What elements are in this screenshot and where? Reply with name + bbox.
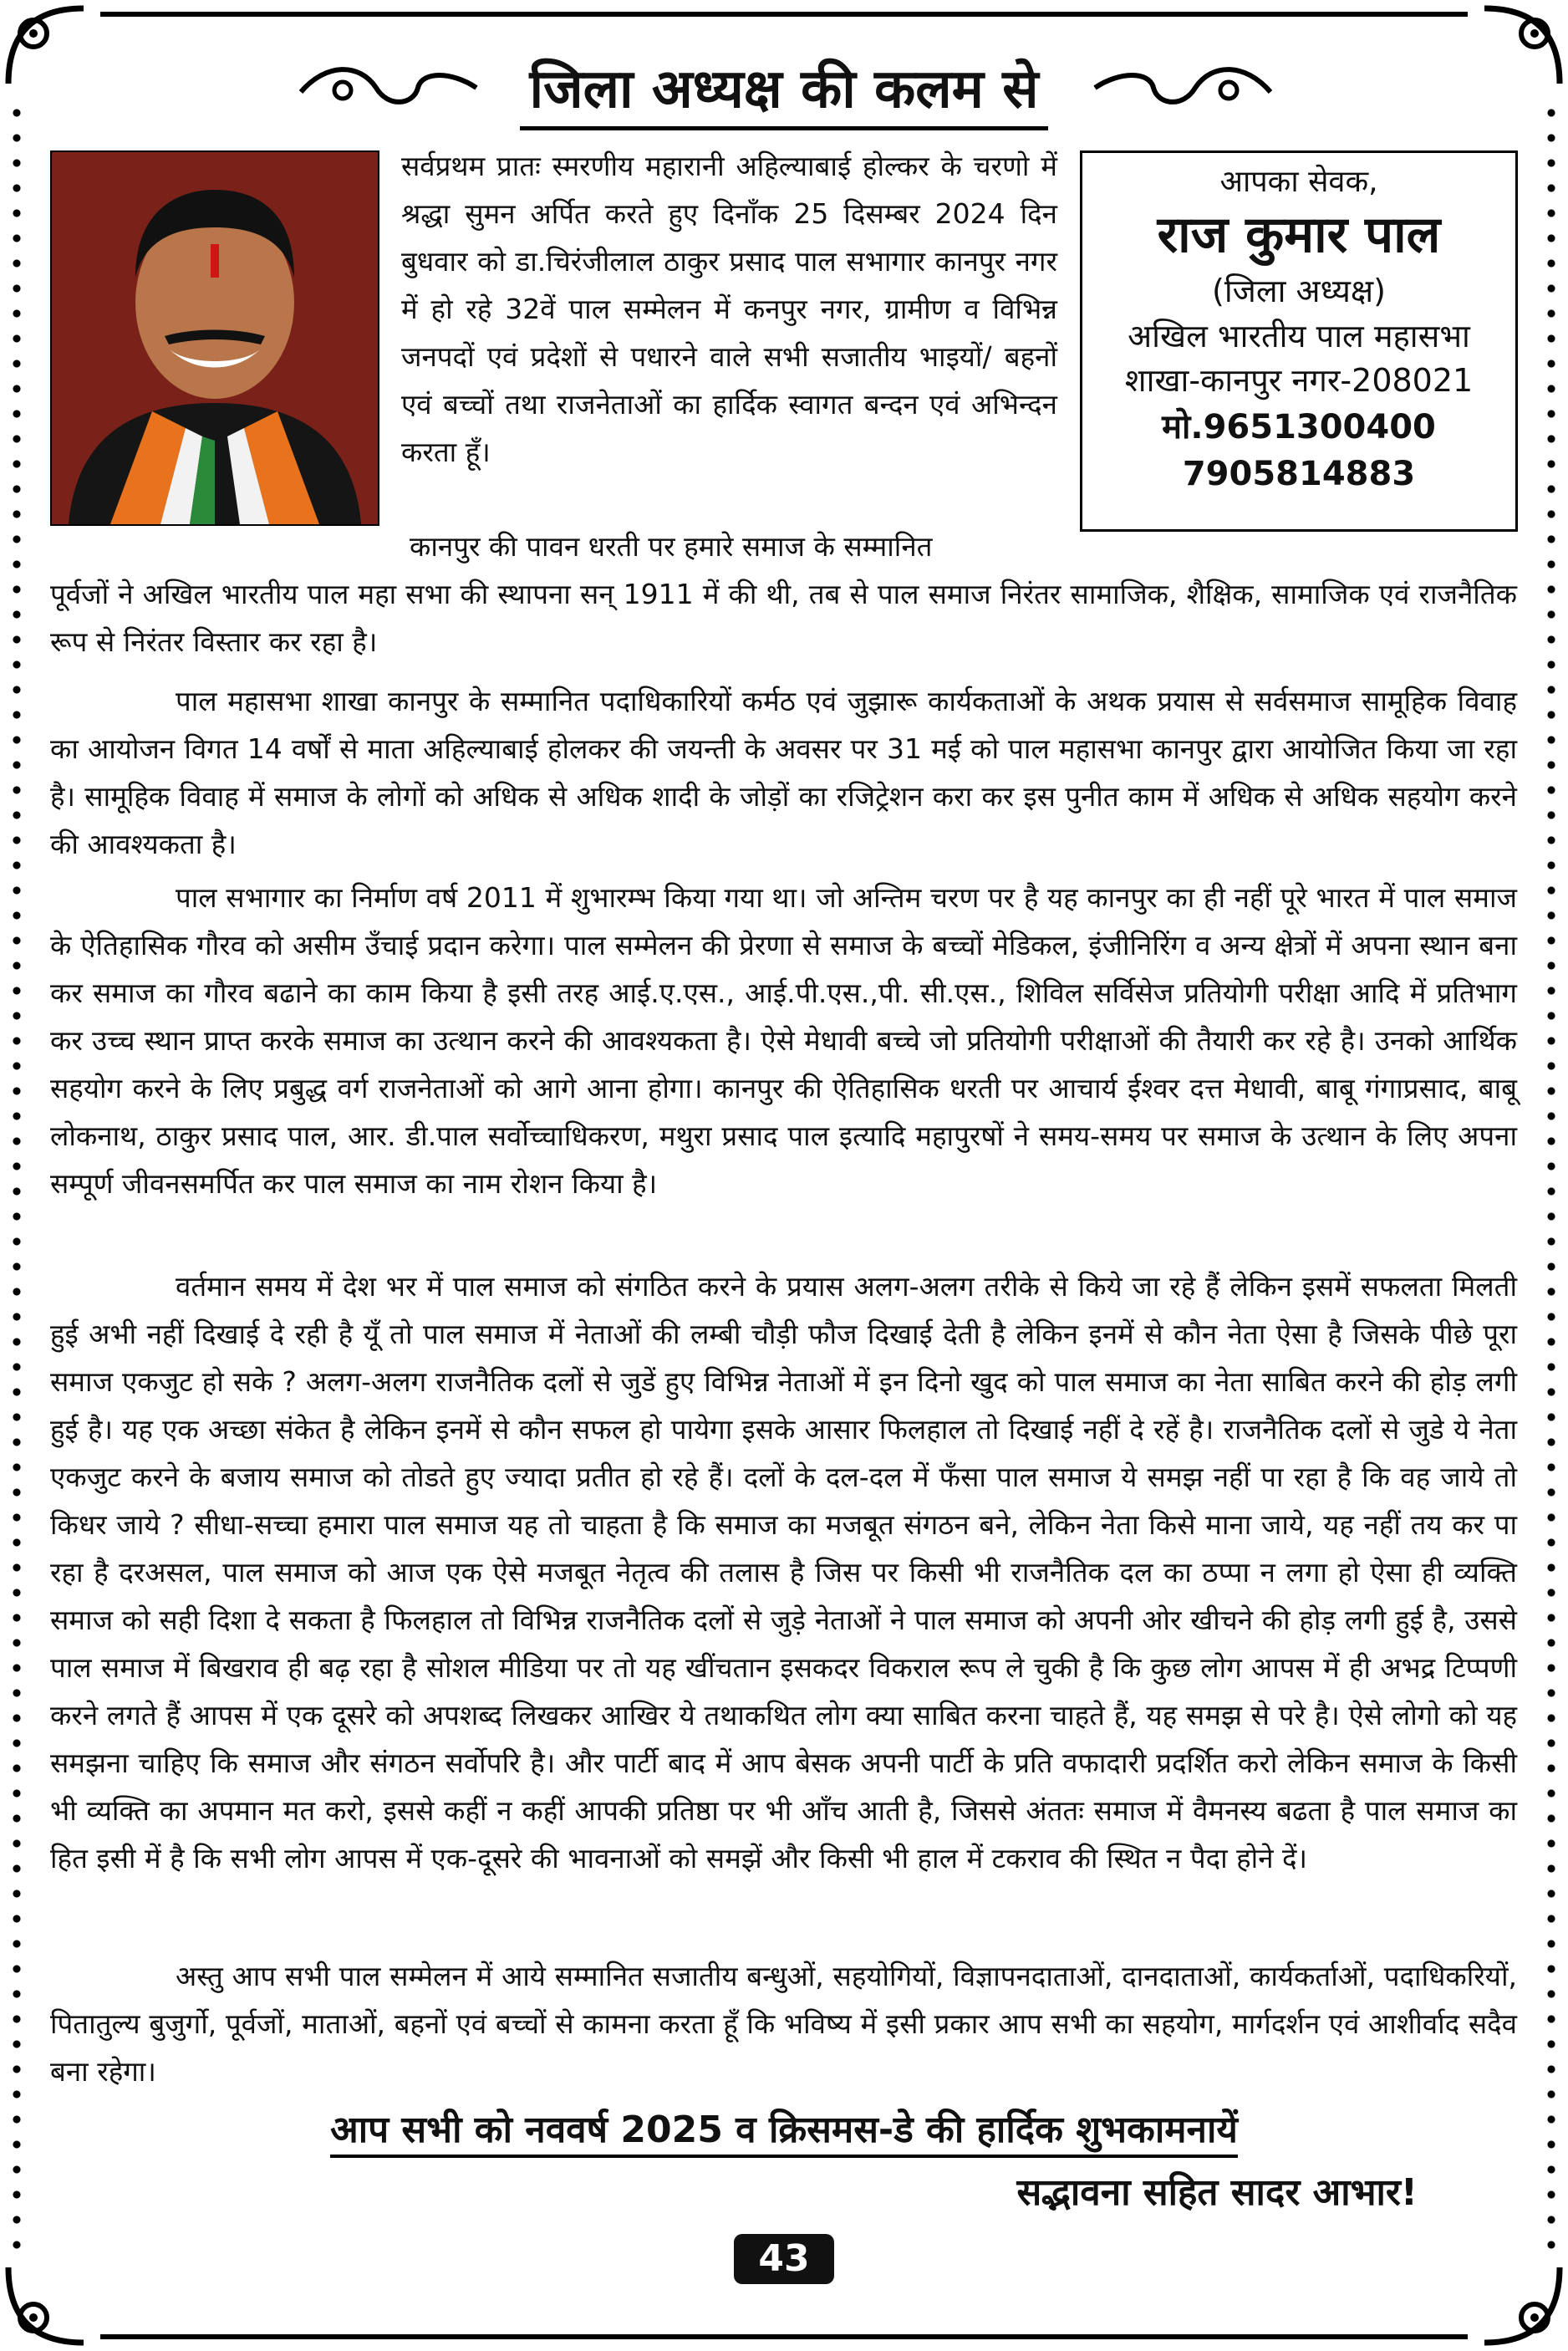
paragraph-5: अस्तु आप सभी पाल सम्मेलन में आये सम्मानित सजातीय बन्धुओं, सहयोगियों, विज्ञापनदाताओं, दानदाताओं, कार्यकर्ताओं, पदाधिकरियों, पितातुल्य बुजुर्गो, पूर्वजों, माताओं, बहनों एवं बच्चों से कामना करता हूँ कि भविष्य में इसी प्रकार आप सभी का सहयोग, मार्गदर्शन एवं आशीर्वाद सदैव बना रहेगा। [50, 1960, 1517, 2088]
greeting-line [0, 2103, 1568, 2153]
page-title: जिला अध्यक्ष की कलम से [520, 50, 1049, 130]
signature-mobile: मो.9651300400 [1162, 407, 1436, 446]
signature-label: आपका सेवक, [1219, 165, 1378, 199]
signature-name: राज कुमार पाल [1157, 206, 1441, 264]
paragraph-3: पाल सभागार का निर्माण वर्ष 2011 में शुभारम्भ किया गया था। जो अन्तिम चरण पर है यह कानपुर का ही नहीं पूरे भारत में पाल समाज के ऐतिहासिक गौरव को असीम उँचाई प्रदान करेगा। पाल सम्मेलन की प्रेरणा से समाज के बच्चों मेडिकल, इंजीनिरिंग व अन्य क्षेत्रों में अपना स्थान बना कर समाज का गौरव बढाने का काम किया है इसी तरह आई.ए.एस., आई.पी.एस.,पी. सी.एस., शिविल सर्विसेज प्रतियोगी परीक्षा आदि में प्रतिभाग कर उच्च स्थान प्राप्त करके समाज का उत्थान करने की आवश्यकता है। ऐसे मेधावी बच्चे जो प्रतियोगी परीक्षाओं की तैयारी कर रहे है। उनको आर्थिक सहयोग करने के लिए प्रबुद्ध वर्ग राजनेताओं को आगे आना होगा। कानपुर की ऐतिहासिक धरती पर आचार्य ईश्वर दत्त मेधावी, बाबू गंगाप्रसाद, बाबू लोकनाथ, ठाकुर प्रसाद पाल, आर. डी.पाल सर्वोच्चाधिकरण, मथुरा प्रसाद पाल इत्यादि महापुरषों ने समय-समय पर समाज के उत्थान के लिए अपना सम्पूर्ण जीवनसमर्पित कर पाल समाज का नाम रोशन किया है। [50, 881, 1517, 1200]
border-right-dots [1546, 100, 1556, 2251]
paragraph-1-rest: पूर्वजों ने अखिल भारतीय पाल महा सभा की स्थापना सन् 1911 में की थी, तब से पाल समाज निरंतर सामाजिक, शैक्षिक, सामाजिक एवं राजनैतिक रूप से निरंतर विस्तार कर रहा है। [50, 578, 1517, 658]
paragraph-4: वर्तमान समय में देश भर में पाल समाज को संगठित करने के प्रयास अलग-अलग तरीके से किये जा रहे हैं लेकिन इसमें सफलता मिलती हुई अभी नहीं दिखाई दे रही है यूँ तो पाल समाज में नेताओं की लम्बी चौड़ी फौज दिखाई देती है लेकिन इनमें से कौन नेता ऐसा है जिसके पीछे पूरा समाज एकजुट हो सके ? अलग-अलग राजनैतिक दलों से जुडें हुए विभिन्न नेताओं में इन दिनो खुद को पाल समाज का नेता साबित करने की होड़ लगी हुई है। यह एक अच्छा संकेत है लेकिन इनमें से कौन सफल हो पायेगा इसके आसार फिलहाल तो दिखाई नहीं दे रहें है। राजनैतिक दलों से जुडे ये नेता एकजुट करने के बजाय समाज को तोडते हुए ज्यादा प्रतीत हो रहे हैं। दलों के दल-दल में फँसा पाल समाज ये समझ नहीं पा रहा है कि वह जाये तो किधर जाये ? सीधा-सच्चा हमारा पाल समाज यह तो चाहता है कि समाज का मजबूत संगठन बने, लेकिन नेता किसे माना जाये, यह नहीं तय कर पा रहा है दरअसल, पाल समाज को आज एक ऐसे मजबूत नेतृत्व की तलास है जिस पर किसी भी राजनैतिक दल का ठप्पा न लगा हो ऐसा ही व्यक्ति समाज को सही दिशा दे सकता है फिलहाल तो विभिन्न राजनैतिक दलों से जुड़े नेताओं ने पाल समाज को अपनी ओर खीचने की होड़ लगी हुई है, उससे पाल समाज में बिखराव ही बढ़ रहा है सोशल मीडिया पर तो यह खींचतान इसकदर विकराल रूप ले चुकी है कि कुछ लोग आपस में ही अभद्र टिप्पणी करने लगते हैं आपस में एक दूसरे को अपशब्द लिखकर आखिर ये तथाकथित लोग क्या साबित करना चाहते हैं, यह समझ से परे है। ऐसे लोगो को यह समझना चाहिए कि समाज और संगठन सर्वोपरि है। और पार्टी बाद में आप बेसक अपनी पार्टी के प्रति वफादारी प्रदर्शित करो लेकिन समाज के किसी भी व्यक्ति का अपमान मत करो, इससे कहीं न कहीं आपकी प्रतिष्ठा पर भी आँच आती है, जिससे अंततः समाज में वैमनस्य बढता है पाल समाज का हित इसी में है कि सभी लोग आपस में एक-दूसरे की भावनाओं को समझें और किसी भी हाल में टकराव की स्थित न पैदा होने दें। [50, 1270, 1517, 1874]
signature-post: (जिला अध्यक्ष) [1212, 273, 1386, 309]
paragraph-1 [50, 523, 1517, 666]
signature-org: अखिल भारतीय पाल महासभा [1128, 317, 1470, 354]
signature-branch: शाखा-कानपुर नगर-208021 [1124, 362, 1474, 399]
border-bottom-line [100, 2334, 1468, 2339]
closing-text: सद्भावना सहित सादर आभार! [1016, 2171, 1418, 2214]
intro-paragraph: सर्वप्रथम प्रातः स्मरणीय महारानी अहिल्याबाई होल्कर के चरणो में श्रद्धा सुमन अर्पित करते हुए दिनाँक 25 दिसम्बर 2024 दिन बुधवार को डा.चिरंजीलाल ठाकुर प्रसाद पाल सभागार कानपुर नगर में हो रहे 32वें पाल सम्मेलन में कनपुर नगर, ग्रामीण व विभिन्न जनपदों एवं प्रदेशों से पधारने वाले सभी सजातीय भाइयों/ बहनों एवं बच्चों तथा राजनेताओं का हार्दिक स्वागत बन्दन एवं अभिन्दन करता हूँ। [401, 150, 1057, 468]
page-number: 43 [734, 2234, 834, 2284]
border-top-line [100, 12, 1468, 17]
signature-mobile-2: 7905814883 [1182, 454, 1416, 493]
paragraph-2: पाल महासभा शाखा कानपुर के सम्मानित पदाधिकारियों कर्मठ एवं जुझारू कार्यकताओं के अथक प्रयास से सर्वसमाज सामूहिक विवाह का आयोजन विगत 14 वर्षों से माता अहिल्याबाई होलकर की जयन्ती के अवसर पर 31 मई को पाल महासभा कानपुर द्वारा आयोजित किया जा रहा है। सामूहिक विवाह में समाज के लोगों को अधिक से अधिक शादी के जोड़ों का रजिट्रेशन करा कर इस पुनीत काम में अधिक से अधिक सहयोग करने की आवश्यकता है। [50, 685, 1517, 860]
corner-ornament-bottom-right [1476, 2259, 1568, 2351]
paragraph-1-first-line: कानपुर की पावन धरती पर हमारे समाज के सम्मानित [410, 530, 933, 563]
border-left-dots [12, 100, 22, 2251]
author-photo [50, 150, 379, 526]
greeting-text: आप सभी को नववर्ष 2025 व क्रिसमस-डे की हार्दिक शुभकामनायें [330, 2109, 1238, 2158]
corner-ornament-bottom-left [0, 2259, 92, 2351]
portrait-illustration [52, 152, 378, 524]
signature-box [1080, 150, 1518, 532]
title-flourish-right [1087, 59, 1279, 117]
